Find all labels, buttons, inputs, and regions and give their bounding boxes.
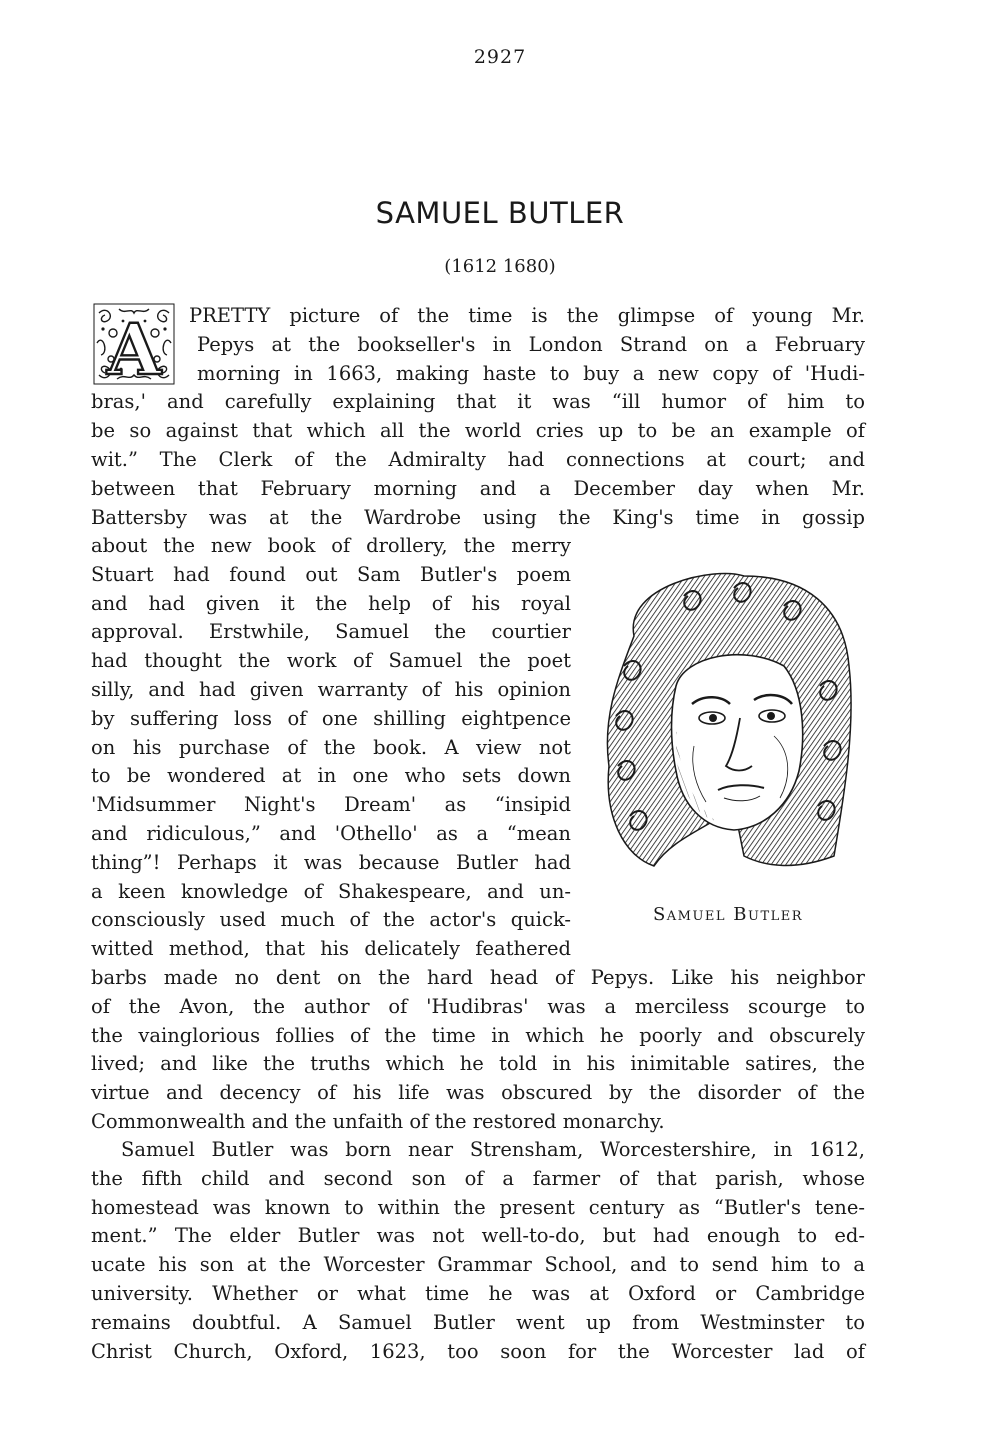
text-line: silly, and had given warranty of his opinion bbox=[91, 677, 571, 701]
text-line: and ridiculous,” and 'Othello' as a “mean bbox=[91, 821, 571, 845]
text-line: remains doubtful. A Samuel Butler went up from Westminster to bbox=[91, 1310, 865, 1334]
text-line: Battersby was at the Wardrobe using the King's time in gossip bbox=[91, 505, 865, 529]
text-line: the fifth child and second son of a farmer of that parish, whose bbox=[91, 1166, 865, 1190]
text-line: witted method, that his delicately feathered bbox=[91, 937, 571, 961]
text-line: lived; and like the truths which he told in his inimitable satires, the bbox=[91, 1052, 865, 1076]
text-line: homestead was known to within the present century as “Butler's tene- bbox=[91, 1195, 865, 1219]
text-line: barbs made no dent on the hard head of Pepys. Like his neighbor bbox=[91, 966, 865, 989]
text-line: thing”! Perhaps it was because Butler had bbox=[91, 850, 571, 874]
portrait-engraving bbox=[594, 566, 862, 886]
text-line: Commonwealth and the unfaith of the restored monarchy. bbox=[91, 1109, 665, 1133]
text-line: ment.” The elder Butler was not well-to-do, but had enough to ed- bbox=[91, 1224, 865, 1248]
text-line: Pepys at the bookseller's in London Strand on a February bbox=[197, 332, 865, 356]
text-line: between that February morning and a December day when Mr. bbox=[91, 476, 865, 500]
text-line: wit.” The Clerk of the Admiralty had connections at court; and bbox=[91, 447, 865, 471]
text-line: PRETTY picture of the time is the glimpse of young Mr. bbox=[189, 304, 865, 327]
text-line: on his purchase of the book. A view not bbox=[91, 735, 571, 759]
text-line: be so against that which all the world cries up to be an example of bbox=[91, 419, 865, 443]
page-title: SAMUEL BUTLER bbox=[375, 196, 625, 230]
text-line: approval. Erstwhile, Samuel the courtier bbox=[91, 620, 571, 644]
paragraph-1-opening bbox=[91, 302, 865, 532]
text-line: and had given it the help of his royal bbox=[91, 591, 571, 615]
paragraph-2 bbox=[91, 1136, 865, 1366]
text-line: about the new book of drollery, the merry bbox=[91, 534, 571, 557]
page-number: 2927 bbox=[473, 46, 527, 68]
text-line: bras,' and carefully explaining that it was “ill humor of him to bbox=[91, 390, 865, 414]
text-line: had thought the work of Samuel the poet bbox=[91, 649, 571, 673]
text-line: Christ Church, Oxford, 1623, too soon for the Worcester lad of bbox=[91, 1339, 865, 1363]
text-line: virtue and decency of his life was obscured by the disorder of the bbox=[91, 1081, 865, 1105]
text-line: of the Avon, the author of 'Hudibras' was a merciless scourge to bbox=[91, 994, 865, 1018]
drop-cap-letter: A bbox=[106, 308, 162, 385]
paragraph-1-continuation bbox=[91, 964, 865, 1137]
text-line: consciously used much of the actor's quick- bbox=[91, 908, 571, 932]
text-line: university. Whether or what time he was at Oxford or Cambridge bbox=[91, 1281, 865, 1305]
text-line: a keen knowledge of Shakespeare, and un- bbox=[91, 879, 571, 903]
portrait-caption: Samuel Butler bbox=[652, 904, 804, 925]
text-line: Samuel Butler was born near Strensham, Worcestershire, in 1612, bbox=[121, 1138, 865, 1161]
portrait-engraving-icon bbox=[594, 566, 862, 886]
text-line: Stuart had found out Sam Butler's poem bbox=[91, 562, 571, 586]
text-line: the vainglorious follies of the time in which he poorly and obscurely bbox=[91, 1023, 865, 1047]
paragraph-1-narrow-column bbox=[91, 532, 571, 964]
text-line: morning in 1663, making haste to buy a new copy of 'Hudi- bbox=[197, 361, 865, 385]
text-line: to be wondered at in one who sets down bbox=[91, 764, 571, 788]
text-line: by suffering loss of one shilling eightpence bbox=[91, 706, 571, 730]
text-line: 'Midsummer Night's Dream' as “insipid bbox=[91, 793, 571, 817]
life-dates: (1612 1680) bbox=[444, 256, 556, 277]
text-line: ucate his son at the Worcester Grammar School, and to send him to a bbox=[91, 1253, 865, 1277]
